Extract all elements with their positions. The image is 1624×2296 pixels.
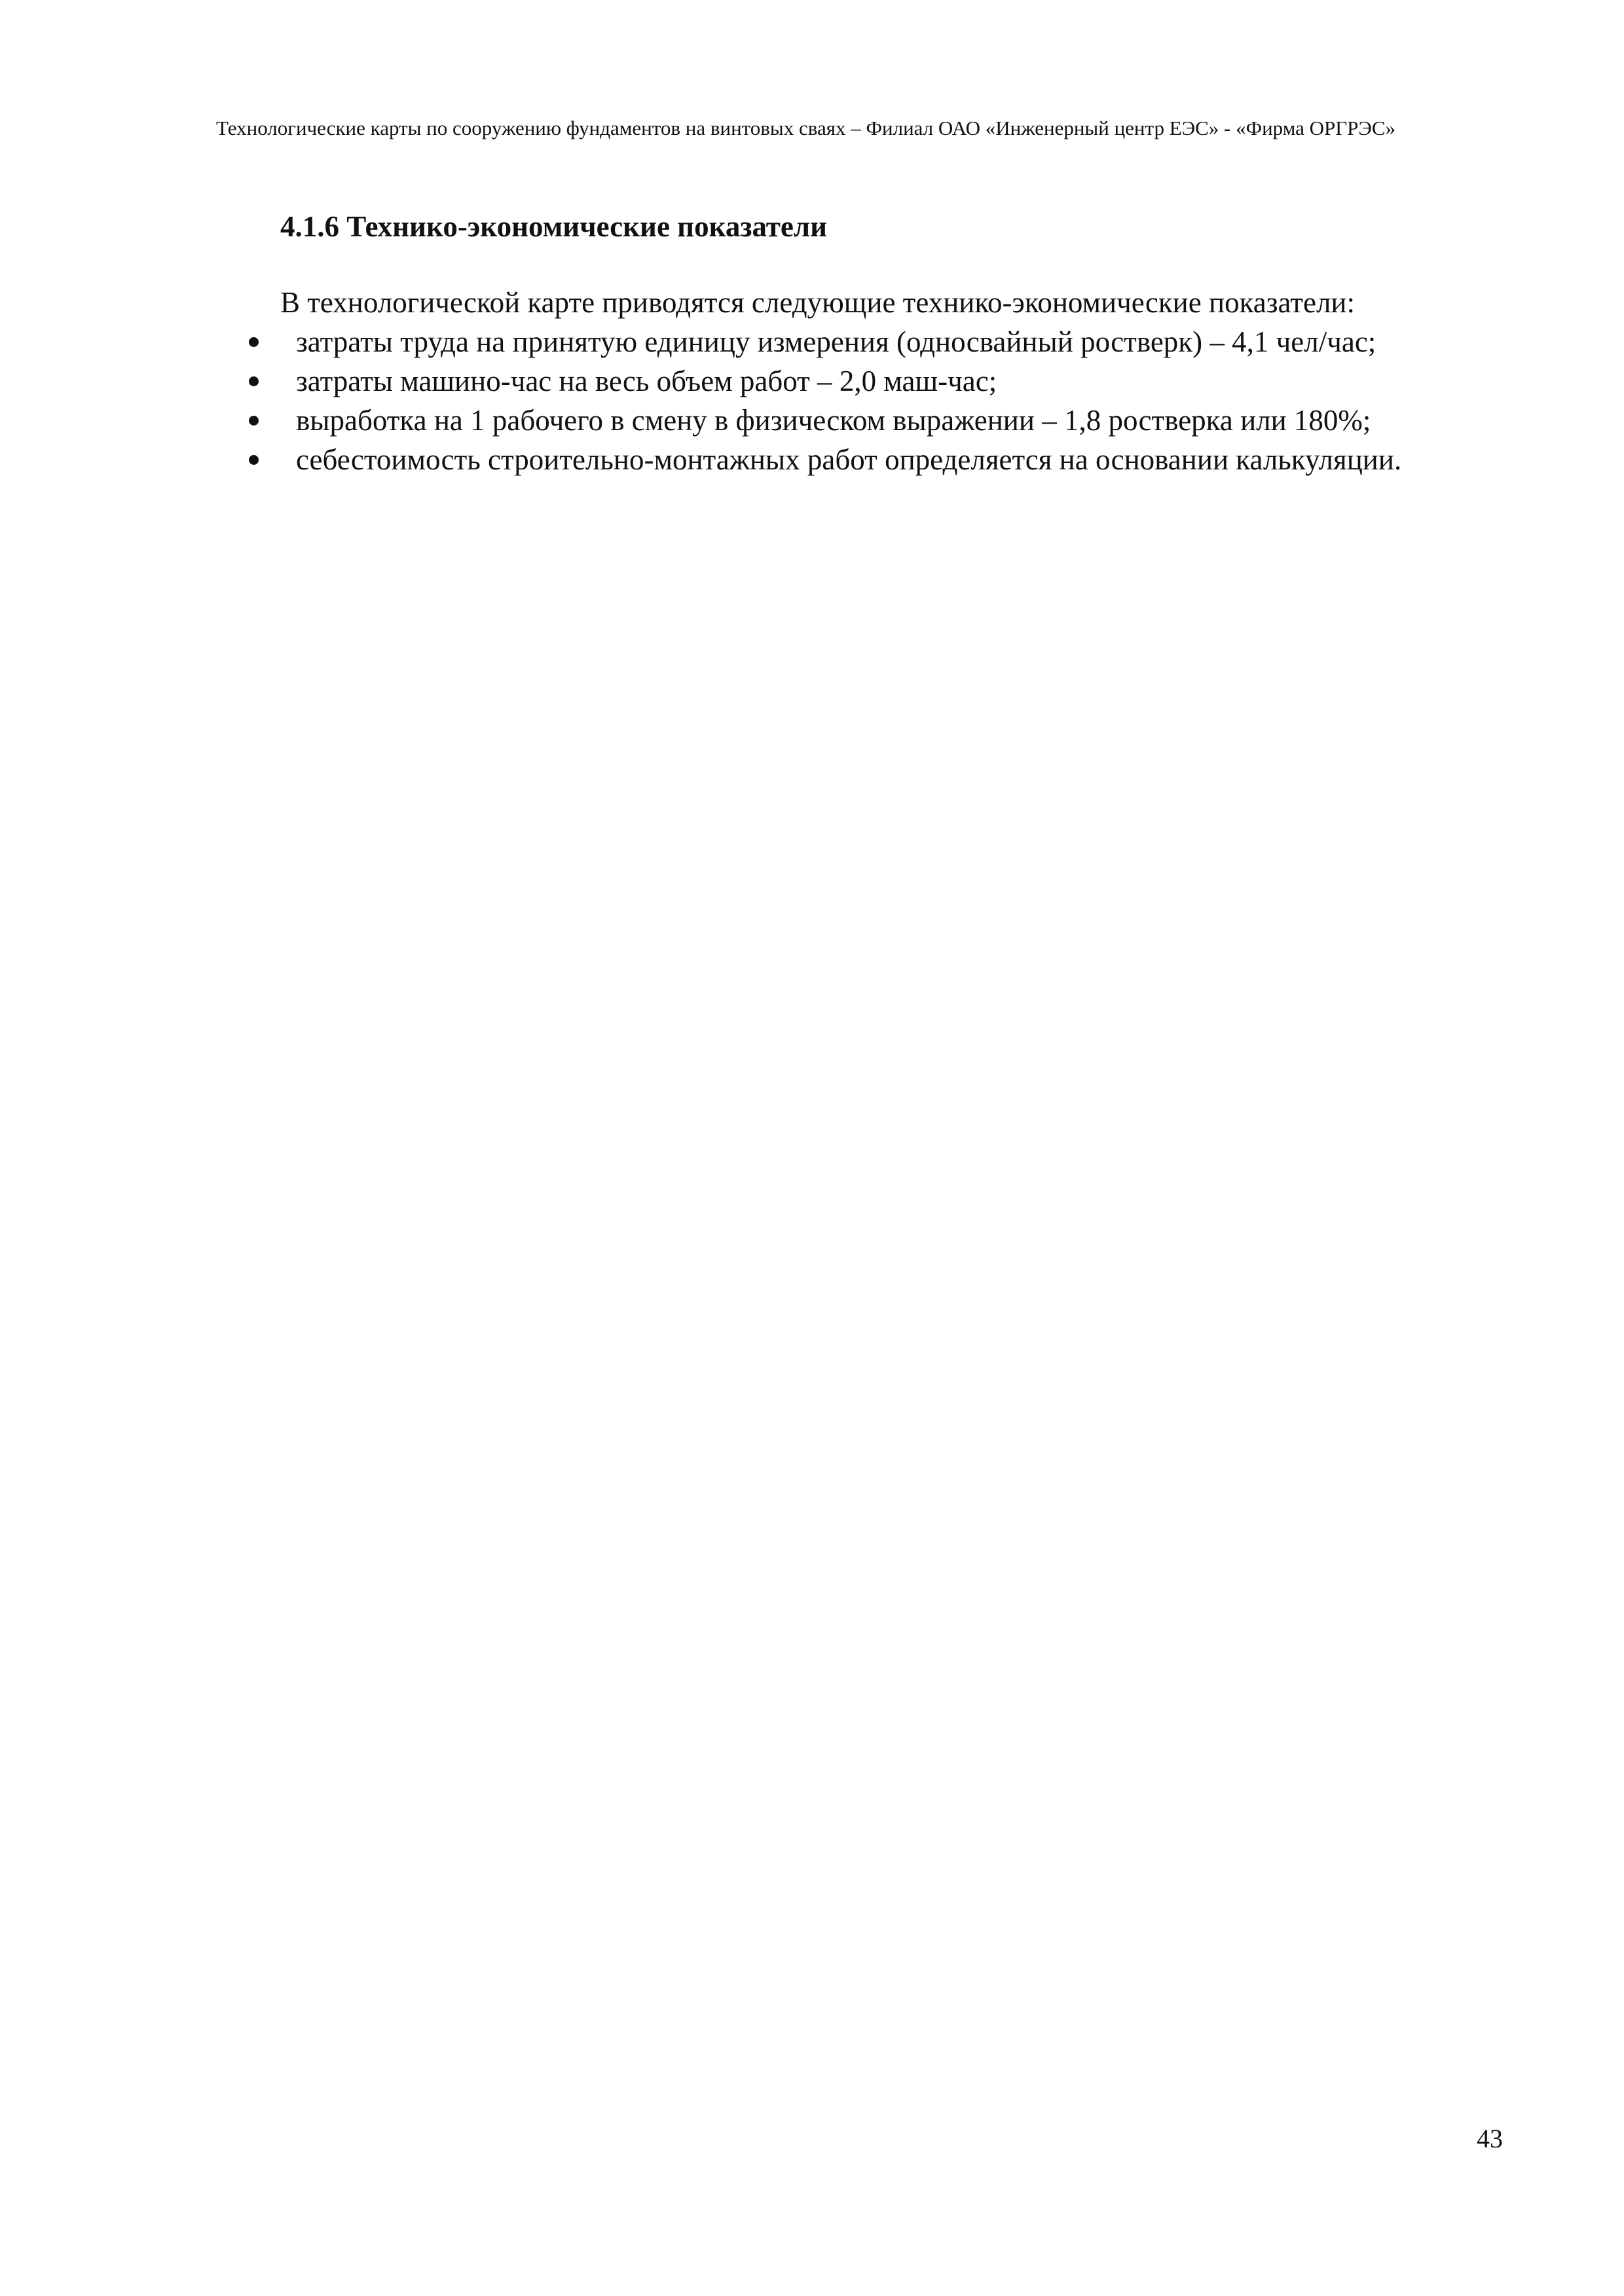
- bullet-icon: [249, 416, 259, 426]
- bullet-icon: [249, 455, 259, 465]
- section-technical-economic-indicators: [246, 207, 1523, 479]
- intro-paragraph: В технологической карте приводятся следующие технико-экономические показатели:: [280, 286, 1355, 319]
- list-item-text: выработка на 1 рабочего в смену в физическом выражении – 1,8 ростверка или 180%;: [296, 404, 1371, 437]
- list-item: [246, 401, 1523, 440]
- section-heading: 4.1.6 Технико-экономические показатели: [280, 210, 828, 243]
- bullet-icon: [249, 337, 259, 347]
- list-item-text: затраты труда на принятую единицу измерения (односвайный ростверк) – 4,1 чел/час;: [296, 325, 1376, 358]
- bullet-icon: [249, 376, 259, 386]
- list-item: [246, 361, 1523, 401]
- list-item-text: себестоимость строительно-монтажных работ определяется на основании калькуляции.: [296, 443, 1402, 476]
- list-item: [246, 440, 1523, 479]
- running-header: Технологические карты по сооружению фундаментов на винтовых сваях – Филиал ОАО «Инженерный центр ЕЭС» - «Фирма ОРГРЭС»: [216, 117, 1396, 139]
- indicator-list: [246, 322, 1523, 479]
- page-number: 43: [1477, 2124, 1503, 2153]
- list-item-text: затраты машино-час на весь объем работ – 2,0 маш-час;: [296, 365, 997, 397]
- list-item: [246, 322, 1523, 361]
